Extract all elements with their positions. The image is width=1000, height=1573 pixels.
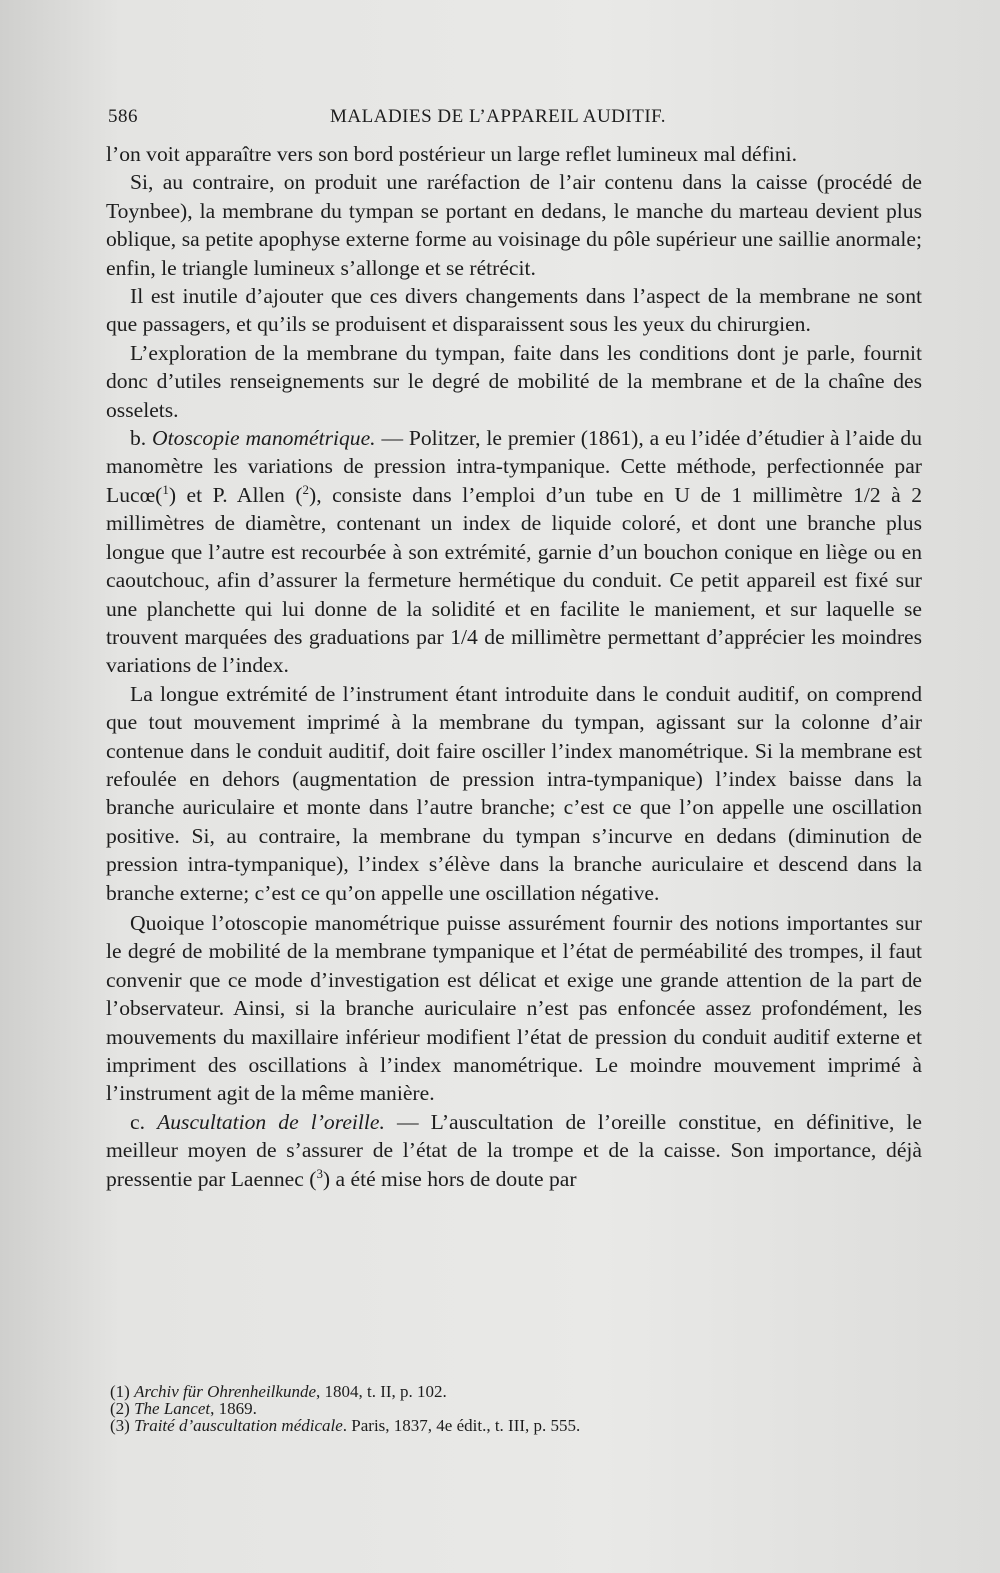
paragraph-5-text-b: ) et P. Allen ( [168, 482, 303, 507]
footnote-ref-3: 3 [316, 1165, 323, 1181]
section-heading-otoscopie: Otoscopie manométrique. [152, 426, 376, 451]
paragraph-6: La longue extrémité de l’instrument étant introduite dans le conduit auditif, on comprend que tout mouvement imprimé à la membrane du tympan, agissant sur la colonne d’air contenue dans le conduit auditif, doit faire osciller l’index manométrique. Si la membrane est refoulée en dehors (augmentation de pression intra-tympanique) l’index baisse dans la branche auriculaire et monte dans l’autre branche; c’est ce que l’on appelle une oscillation positive. Si, au contraire, la membrane du tympan s’incurve en dedans (diminution de pression intra-tympanique), l’index s’élève dans la branche auriculaire et descend dans la branche externe; c’est ce qu’on appelle une oscillation négative. [106, 681, 922, 905]
section-letter-b: b. [130, 426, 147, 451]
section-heading-auscultation: Auscultation de l’oreille. [157, 1109, 385, 1134]
footnote-3 [110, 1417, 910, 1434]
paragraph-4: L’exploration de la membrane du tympan, faite dans les conditions dont je parle, fournit donc d’utiles renseignements sur le degré de mobilité de la membrane et de la chaîne des osselets. [106, 340, 922, 422]
footnote-ref-1: 1 [162, 481, 169, 497]
paragraph-8-text-b: ) a été mise hors de doute par [322, 1166, 577, 1191]
footnote-mark: (2) [110, 1399, 130, 1418]
footnote-title: The Lancet [134, 1399, 211, 1418]
body-text [106, 140, 922, 1193]
paragraph-2: Si, au contraire, on produit une raréfaction de l’air contenu dans la caisse (procédé de Toynbee), la membrane du tympan se portant en dedans, le manche du marteau devient plus oblique, sa petite apophyse externe forme au voisinage du pôle supérieur une saillie anormale; enfin, le triangle lumineux s’allonge et se rétrécit. [106, 170, 922, 280]
footnote-title: Traité d’auscultation médicale [134, 1416, 343, 1435]
paragraph-auscultation [106, 1108, 922, 1193]
section-letter-c: c. [130, 1109, 145, 1134]
paragraph-5-text-a: — Politzer, le premier (1861), a eu l’idée d’étudier à l’aide du manomètre les variations de pression intra-tympanique. Cette méthode, perfectionnée par Lucœ( [106, 426, 923, 507]
paragraph-otoscopie [106, 424, 922, 680]
footnotes [110, 1383, 910, 1434]
footnote-ref-2: 2 [302, 481, 310, 497]
footnote-citation: . Paris, 1837, 4e édit., t. III, p. 555. [342, 1416, 581, 1435]
paragraph-5-text-c: ), consiste dans l’emploi d’un tube en U de 1 millimètre 1/2 à 2 millimètres de diamètre, contenant un index de liquide coloré, et dont une branche plus longue que l’autre est recourbée à son extrémité, garnie d’un bouchon conique en liège ou en caoutchouc, afin d’assurer la fermeture hermétique du conduit. Ce petit appareil est fixé sur une planchette qui lui donne de la solidité et en facilite le maniement, et sur laquelle se trouvent marquées des graduations par 1/4 de millimètre permettant d’apprécier les moindres variations de l’index. [106, 482, 922, 678]
footnote-citation: , 1869. [210, 1399, 257, 1418]
paragraph-1: l’on voit apparaître vers son bord postérieur un large reflet lumineux mal défini. [106, 142, 797, 166]
paragraph-7: Quoique l’otoscopie manométrique puisse assurément fournir des notions importantes sur le degré de mobilité de la membrane tympanique et l’état de perméabilité des trompes, il faut convenir que ce mode d’investigation est délicat et exige une grande attention de la part de l’observateur. Ainsi, si la branche auriculaire n’est pas enfoncée assez profondément, les mouvements du maxillaire inférieur modifient l’état de pression du conduit auditif externe et impriment des oscillations à l’index manométrique. Le moindre mouvement imprimé à l’instrument agit de la même manière. [106, 910, 922, 1106]
footnote-2 [110, 1400, 910, 1417]
footnote-mark: (3) [110, 1416, 130, 1435]
footnote-1 [110, 1383, 910, 1400]
page-number: 586 [108, 106, 138, 127]
footnote-title: Archiv für Ohrenheilkunde [134, 1382, 316, 1401]
paragraph-3: Il est inutile d’ajouter que ces divers changements dans l’aspect de la membrane ne sont que passagers, et qu’ils se produisent et disparaissent sous les yeux du chirurgien. [106, 284, 922, 337]
paragraph-8-text-a: — L’auscultation de l’oreille constitue, en définitive, le meilleur moyen de s’assurer de l’état de la trompe et de la caisse. Son importance, déjà pressentie par Laennec ( [106, 1109, 922, 1191]
footnote-citation: , 1804, t. II, p. 102. [316, 1382, 447, 1401]
footnote-mark: (1) [110, 1382, 130, 1401]
running-title: MALADIES DE L’APPAREIL AUDITIF. [330, 106, 666, 127]
